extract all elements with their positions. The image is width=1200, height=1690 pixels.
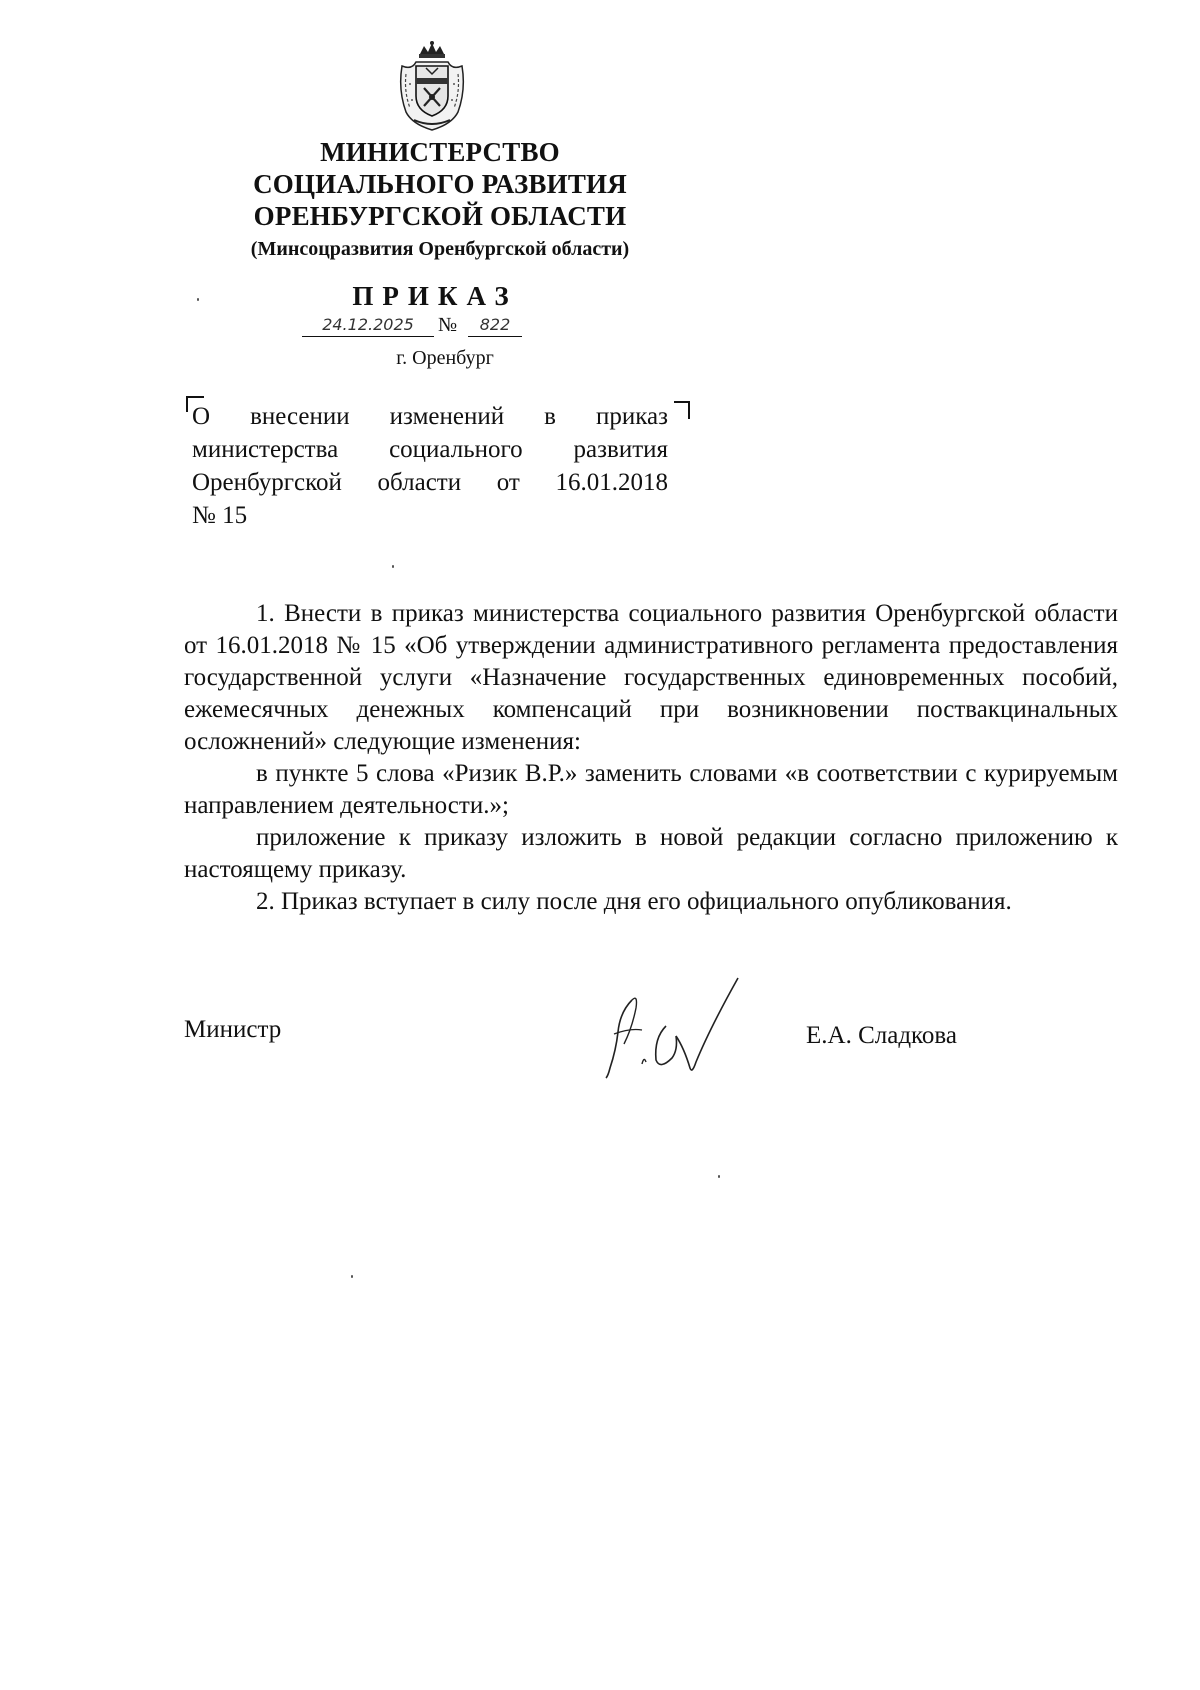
ministry-header [140, 136, 740, 264]
scan-speck [351, 1275, 353, 1278]
signatory-name: Е.А. Сладкова [806, 1022, 957, 1049]
subject-bracket-right [674, 401, 690, 419]
order-city: г. Оренбург [396, 347, 494, 369]
order-block [240, 280, 620, 370]
order-title: ПРИКАЗ [352, 281, 518, 311]
ministry-short-name: (Минсоцразвития Оренбургской области) [250, 238, 630, 260]
signatory-position: Министр [184, 1016, 282, 1043]
order-subject [192, 400, 668, 532]
order-body [184, 598, 1118, 918]
subject-line-3: Оренбургской области от 16.01.2018 [192, 469, 668, 496]
scan-speck [392, 565, 394, 568]
subject-line-1: О внесении изменений в приказ [192, 403, 668, 430]
order-number: 822 [468, 314, 522, 337]
ministry-name-line-2: СОЦИАЛЬНОГО РАЗВИТИЯ [253, 169, 627, 199]
order-date: 24.12.2025 [302, 314, 434, 337]
scan-speck [718, 1175, 720, 1178]
order-number-label: № [438, 314, 458, 336]
body-paragraph-3: приложение к приказу изложить в новой редакции согласно приложению к настоящему приказу. [184, 824, 1118, 883]
scan-speck [197, 298, 199, 301]
subject-line-2: министерства социального развития [192, 436, 668, 463]
body-paragraph-4: 2. Приказ вступает в силу после дня его официального опубликования. [256, 888, 1012, 915]
order-meta [240, 312, 620, 342]
ministry-name-line-3: ОРЕНБУРГСКОЙ ОБЛАСТИ [253, 201, 627, 231]
body-paragraph-1: 1. Внести в приказ министерства социального развития Оренбургской области от 16.01.2018 № 15 «Об утверждении административного регламента предоставления государственной услуги «Назначение государственных единовременных пособий, ежемесячных денежных компенсаций при возникновении поствакцинальных осложнений» следующие изменения: [184, 600, 1118, 755]
subject-line-4: № 15 [192, 502, 248, 529]
ministry-name-line-1: МИНИСТЕРСТВО [320, 137, 560, 167]
body-paragraph-2: в пункте 5 слова «Ризик В.Р.» заменить словами «в соответствии с курируемым направлением деятельности.»; [184, 760, 1118, 819]
coat-of-arms-icon [392, 40, 472, 132]
handwritten-signature-icon [580, 972, 750, 1090]
